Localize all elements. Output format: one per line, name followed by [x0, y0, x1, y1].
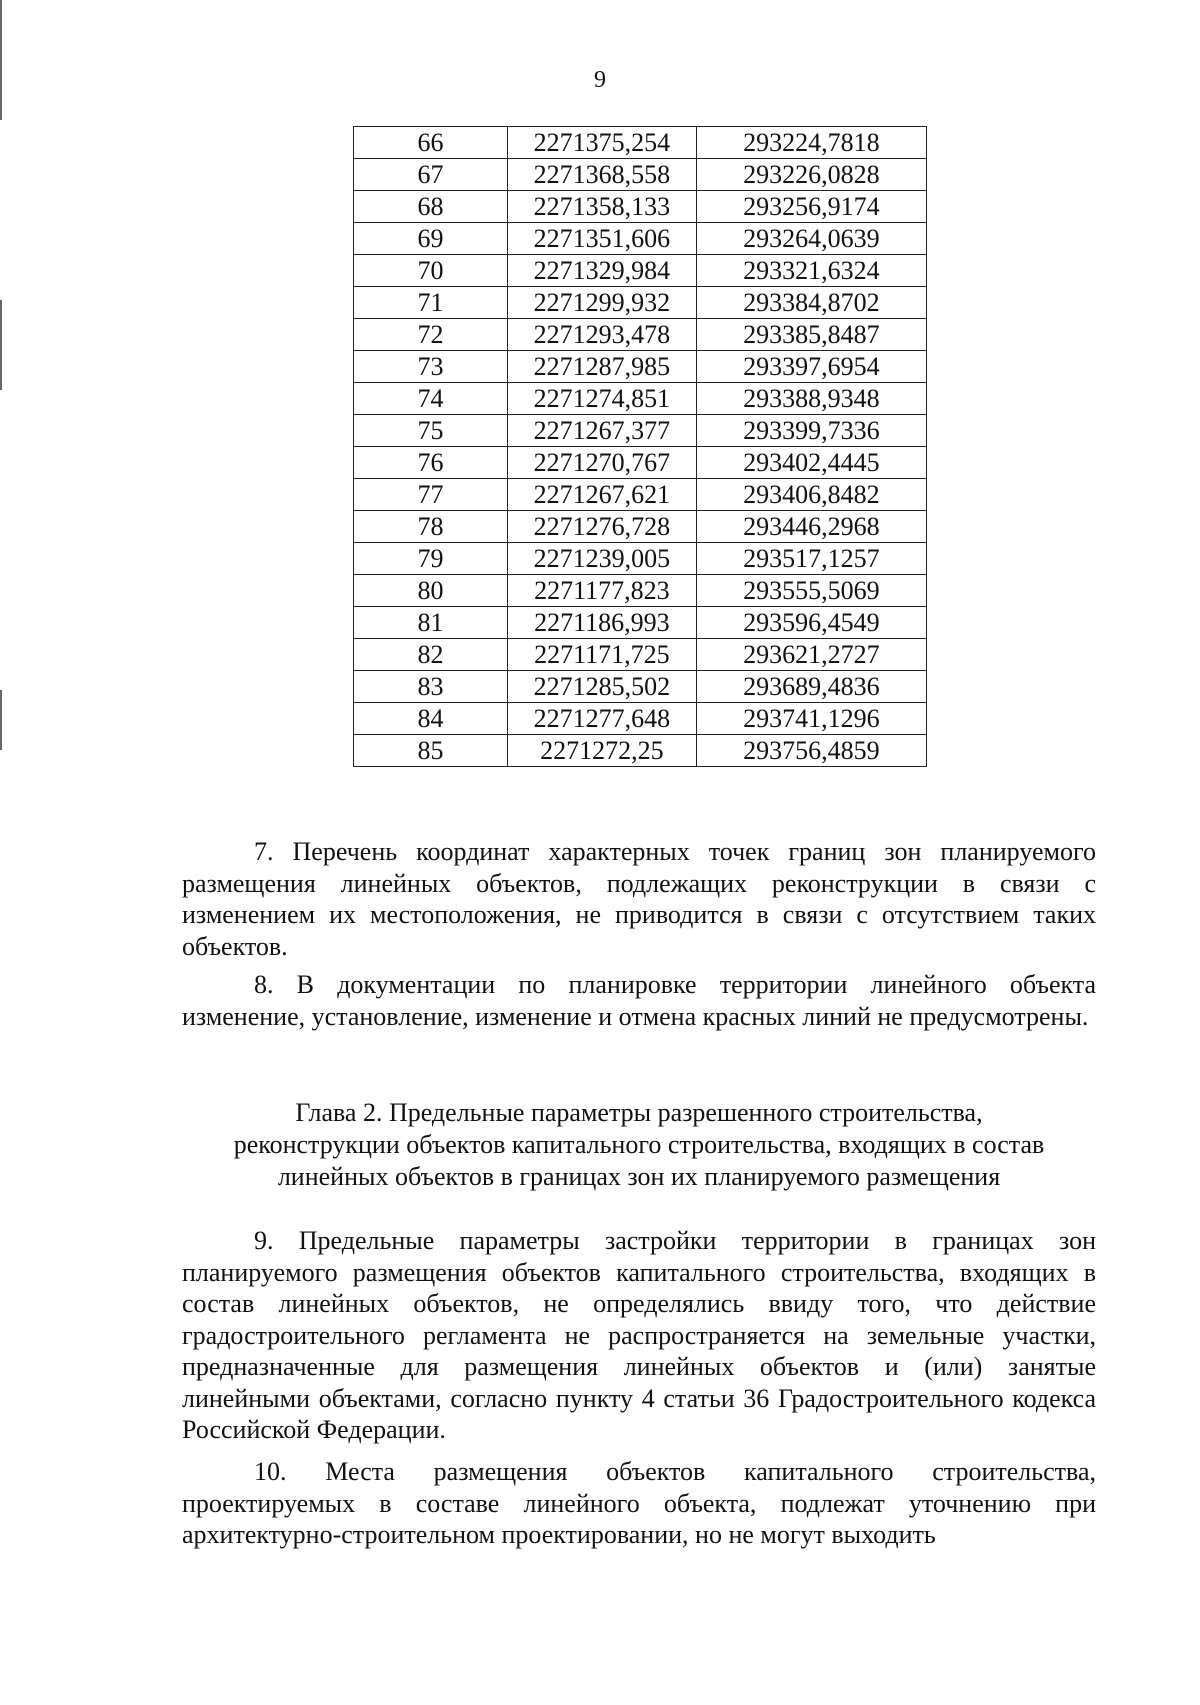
x-coordinate-cell: 2271329,984 — [508, 255, 697, 287]
point-number-cell: 67 — [354, 159, 508, 191]
y-coordinate-cell: 293385,8487 — [696, 319, 926, 351]
point-number-cell: 69 — [354, 223, 508, 255]
scan-edge-mark — [0, 300, 2, 390]
point-number-cell: 71 — [354, 287, 508, 319]
paragraph-10-text: 10. Места размещения объектов капитального строительства, проектируемых в составе линейного объекта, подлежат уточнению при архитектурно-строительном проектировании, но не могут выходить — [182, 1457, 1096, 1549]
table-row — [354, 511, 927, 543]
y-coordinate-cell: 293321,6324 — [696, 255, 926, 287]
point-number-cell: 80 — [354, 575, 508, 607]
y-coordinate-cell: 293446,2968 — [696, 511, 926, 543]
point-number-cell: 66 — [354, 127, 508, 159]
table-row — [354, 351, 927, 383]
x-coordinate-cell: 2271272,25 — [508, 735, 697, 767]
point-number-cell: 68 — [354, 191, 508, 223]
table-row — [354, 383, 927, 415]
point-number-cell: 72 — [354, 319, 508, 351]
y-coordinate-cell: 293264,0639 — [696, 223, 926, 255]
x-coordinate-cell: 2271276,728 — [508, 511, 697, 543]
y-coordinate-cell: 293621,2727 — [696, 639, 926, 671]
table-row — [354, 127, 927, 159]
x-coordinate-cell: 2271368,558 — [508, 159, 697, 191]
y-coordinate-cell: 293596,4549 — [696, 607, 926, 639]
table-row — [354, 287, 927, 319]
x-coordinate-cell: 2271171,725 — [508, 639, 697, 671]
page-number: 9 — [594, 67, 606, 93]
y-coordinate-cell: 293517,1257 — [696, 543, 926, 575]
chapter-heading — [182, 1097, 1096, 1193]
paragraph-8 — [182, 969, 1096, 1032]
x-coordinate-cell: 2271267,377 — [508, 415, 697, 447]
table-row — [354, 543, 927, 575]
table-row — [354, 319, 927, 351]
x-coordinate-cell: 2271177,823 — [508, 575, 697, 607]
y-coordinate-cell: 293388,9348 — [696, 383, 926, 415]
y-coordinate-cell: 293384,8702 — [696, 287, 926, 319]
point-number-cell: 82 — [354, 639, 508, 671]
y-coordinate-cell: 293226,0828 — [696, 159, 926, 191]
x-coordinate-cell: 2271287,985 — [508, 351, 697, 383]
table-row — [354, 479, 927, 511]
chapter-heading-line-2: реконструкции объектов капитального строительства, входящих в состав — [233, 1130, 1045, 1159]
paragraph-7 — [182, 836, 1096, 962]
x-coordinate-cell: 2271375,254 — [508, 127, 697, 159]
paragraph-8-text: 8. В документации по планировке территории линейного объекта изменение, установление, изменение и отмена красных линий не предусмотрены. — [182, 970, 1096, 1031]
y-coordinate-cell: 293397,6954 — [696, 351, 926, 383]
y-coordinate-cell: 293555,5069 — [696, 575, 926, 607]
table-row — [354, 607, 927, 639]
x-coordinate-cell: 2271293,478 — [508, 319, 697, 351]
x-coordinate-cell: 2271239,005 — [508, 543, 697, 575]
table-row — [354, 191, 927, 223]
y-coordinate-cell: 293756,4859 — [696, 735, 926, 767]
paragraph-9 — [182, 1225, 1096, 1446]
paragraph-7-text: 7. Перечень координат характерных точек границ зон планируемого размещения линейных объектов, подлежащих реконструкции в связи с изменением их местоположения, не приводится в связи с отсутствием таких объектов. — [182, 837, 1096, 961]
point-number-cell: 84 — [354, 703, 508, 735]
x-coordinate-cell: 2271186,993 — [508, 607, 697, 639]
scan-edge-mark — [0, 0, 2, 120]
point-number-cell: 73 — [354, 351, 508, 383]
point-number-cell: 76 — [354, 447, 508, 479]
point-number-cell: 74 — [354, 383, 508, 415]
point-number-cell: 78 — [354, 511, 508, 543]
point-number-cell: 79 — [354, 543, 508, 575]
chapter-heading-line-3: линейных объектов в границах зон их планируемого размещения — [277, 1162, 1001, 1191]
point-number-cell: 70 — [354, 255, 508, 287]
point-number-cell: 81 — [354, 607, 508, 639]
point-number-cell: 83 — [354, 671, 508, 703]
y-coordinate-cell: 293741,1296 — [696, 703, 926, 735]
x-coordinate-cell: 2271267,621 — [508, 479, 697, 511]
x-coordinate-cell: 2271274,851 — [508, 383, 697, 415]
coordinates-table-body — [354, 127, 927, 767]
paragraph-9-text: 9. Предельные параметры застройки территории в границах зон планируемого размещения объектов капитального строительства, входящих в состав линейных объектов, не определялись ввиду того, что действие градостроительного регламента не распространяется на земельные участки, предназначенные для размещения линейных объектов и (или) занятые линейными объектами, согласно пункту 4 статьи 36 Градостроительного кодекса Российской Федерации. — [182, 1226, 1096, 1444]
point-number-cell: 75 — [354, 415, 508, 447]
table-row — [354, 447, 927, 479]
coordinates-table — [353, 126, 927, 767]
y-coordinate-cell: 293689,4836 — [696, 671, 926, 703]
chapter-heading-line-1: Глава 2. Предельные параметры разрешенного строительства, — [295, 1098, 983, 1127]
y-coordinate-cell: 293399,7336 — [696, 415, 926, 447]
x-coordinate-cell: 2271299,932 — [508, 287, 697, 319]
table-row — [354, 671, 927, 703]
table-row — [354, 159, 927, 191]
scan-edge-mark — [0, 690, 2, 750]
y-coordinate-cell: 293256,9174 — [696, 191, 926, 223]
x-coordinate-cell: 2271285,502 — [508, 671, 697, 703]
x-coordinate-cell: 2271358,133 — [508, 191, 697, 223]
table-row — [354, 255, 927, 287]
paragraph-10 — [182, 1456, 1096, 1551]
table-row — [354, 703, 927, 735]
x-coordinate-cell: 2271277,648 — [508, 703, 697, 735]
point-number-cell: 85 — [354, 735, 508, 767]
y-coordinate-cell: 293224,7818 — [696, 127, 926, 159]
table-row — [354, 575, 927, 607]
table-row — [354, 415, 927, 447]
y-coordinate-cell: 293402,4445 — [696, 447, 926, 479]
point-number-cell: 77 — [354, 479, 508, 511]
table-row — [354, 735, 927, 767]
y-coordinate-cell: 293406,8482 — [696, 479, 926, 511]
x-coordinate-cell: 2271270,767 — [508, 447, 697, 479]
x-coordinate-cell: 2271351,606 — [508, 223, 697, 255]
table-row — [354, 223, 927, 255]
table-row — [354, 639, 927, 671]
